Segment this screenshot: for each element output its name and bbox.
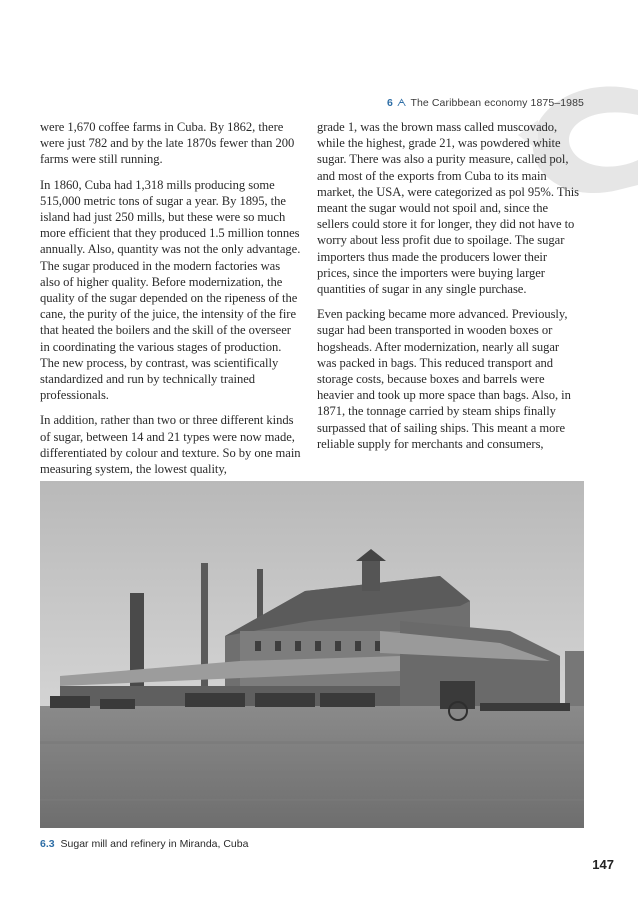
page-number: 147 — [592, 857, 614, 872]
chapter-mark-icon: ᗅ — [396, 97, 407, 109]
right-column — [317, 119, 579, 461]
left-column — [40, 119, 302, 486]
chapter-title: The Caribbean economy 1875–1985 — [410, 97, 584, 109]
paragraph: In addition, rather than two or three different kinds of sugar, between 14 and 21 types were now made, differentiated by colour and texture. So by one main measuring system, the lowest quality, — [40, 413, 301, 477]
figure-number: 6.3 — [40, 838, 55, 850]
chapter-number: 6 — [386, 97, 393, 109]
paragraph: grade 1, was the brown mass called muscovado, while the highest, grade 21, was powdered white sugar. There was also a purity measure, called pol, and most of the exports from Cuba to its main market, the USA, were categorized as pol 95%. This meant the sugar would not spoil and, since the sellers could store it for longer, they did not have to worry about less profit due to spoilage. The sugar importers thus made the producers lower their prices, since the importers were buying larger quantities of sugar in any single purchase. — [317, 120, 580, 297]
figure-caption-text: Sugar mill and refinery in Miranda, Cuba — [60, 838, 249, 850]
figure-caption — [40, 838, 248, 850]
sugar-mill-photo — [40, 481, 584, 828]
running-header — [387, 97, 584, 109]
paragraph: were 1,670 coffee farms in Cuba. By 1862, there were just 782 and by the late 1870s fewer than 200 farms were still running. — [40, 120, 295, 167]
paragraph: In 1860, Cuba had 1,318 mills producing some 515,000 metric tons of sugar a year. By 1895, the island had just 250 mills, but these were so much more efficient that they produced 1.5 million tonnes annually. Also, quantity was not the only advantage. The sugar produced in the modern factories was also of higher quality. Before modernization, the quality of the sugar depended on the ripeness of the cane, the purity of the juice, the intensity of the fire that heated the boilers and the skill of the overseer in coordinating the various stages of production. The new process, by contrast, was scientifically standardized and run by technically trained professionals. — [40, 177, 301, 403]
paragraph: Even packing became more advanced. Previously, sugar had been transported in wooden boxes or hogsheads. After modernization, nearly all sugar was packed in bags. This reduced transport and storage costs, because boxes and barrels were heavier and took up more space than bags. Also, in 1871, the tonnage carried by steam ships finally surpassed that of sailing ships. This meant a more reliable supply for merchants and consumers, — [317, 307, 571, 451]
